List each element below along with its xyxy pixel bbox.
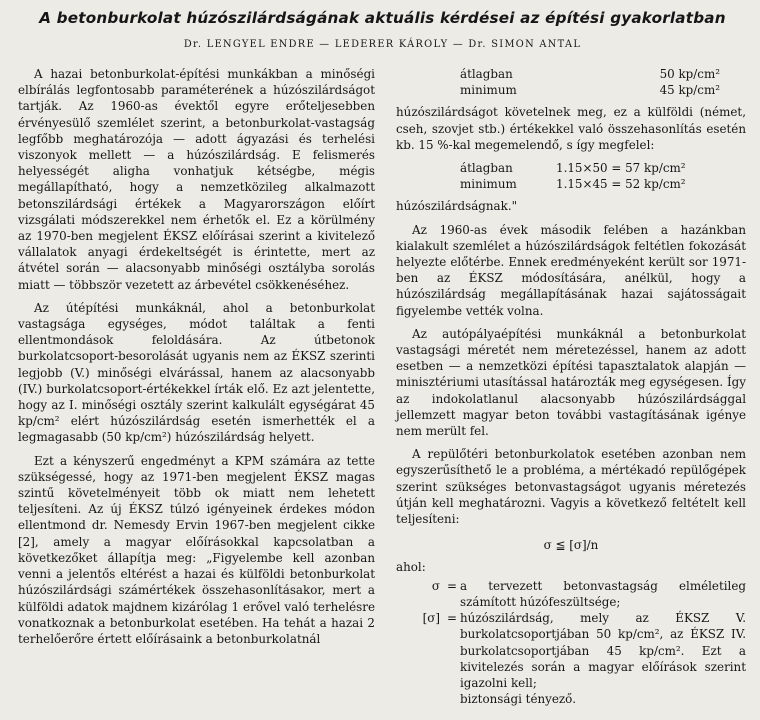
definition-row <box>396 691 746 707</box>
definition-symbol: [σ] <box>422 611 440 626</box>
definitions-table <box>396 578 746 708</box>
table-row <box>460 176 736 192</box>
definition-text: a tervezett betonvastagság elméletileg számított húzófeszültsége; <box>460 578 746 609</box>
article-title: A betonburkolat húzószilárdságának aktuális kérdései az építési gyakorlatban <box>39 9 726 27</box>
table-label: átlagban <box>460 161 513 176</box>
table-row <box>460 66 720 82</box>
adjusted-strength-table <box>460 160 736 192</box>
table-row <box>460 82 720 98</box>
paragraph: Az 1960-as évek második felében a hazánkban kialakult szemlélet a húzószilárdságok feltétlen fokozását helyezte előtérbe. Ennek eredményeként került sor 1971-ben az ÉKSZ módosítására, anélkül, hogy a húzószilárdság megállapításának hazai sajátosságait figyelembe vették volna. <box>396 222 746 318</box>
definition-row <box>396 578 746 610</box>
left-column <box>18 66 375 654</box>
article-authors: Dr. LENGYEL ENDRE — LEDERER KÁROLY — Dr. SIMON ANTAL <box>183 39 582 50</box>
definition-equals: = <box>447 578 457 593</box>
table-row <box>460 160 736 176</box>
paragraph: húzószilárdságot követelnek meg, ez a külföldi (német, cseh, szovjet stb.) értékekkel való összehasonlítás esetén kb. 15 %-kal megemelendő, s így megfelel: <box>396 105 746 152</box>
paragraph: Az autópályaépítési munkáknál a betonburkolat vastagsági méretét nem méretezéssel, hanem az adott esetben — a nemzetközi építési tapasztalatok alapján — minisztériumi utasítással határozták meg egységesen. Így az indokolatlanul alacsonyabb húzószilárdsággal jellemzett magyar beton további vastagításának igénye nem merült fel. <box>396 326 746 439</box>
paragraph: húzószilárdságnak." <box>396 199 518 214</box>
table-label: átlagban <box>460 67 513 81</box>
definition-equals <box>444 691 460 707</box>
paragraph: A hazai betonburkolat-építési munkákban a minőségi elbírálás legfontosabb paraméterének a húzószilárdságot tartják. Az 1960-as évektől egyre erőteljesebben érvényesülő szemlélet szerint, a betonburkolat-vastagság legfőbb meghatározója — adott ágyazási és terhelési viszonyok mellett — a húzószilárdság. E felismerés helyességét aligha vonhatjuk kétségbe, mégis megállapítható, hogy a nemzetközileg alkalmazott betonszilárdsági értékek a Magyarországon előírt vizsgálati módszerekkel nem érhetők el. Ez a körülmény az 1970-ben megjelent ÉKSZ előírásai szerint a kivitelező vállalatok anyagi érdekeltségét is érintette, mert az átvétel során — alacsonyabb minőségi osztályba sorolás miatt — többször vezetett az árbevétel csökkenéséhez. <box>18 67 375 292</box>
definition-text: biztonsági tényező. <box>460 692 577 707</box>
where-label: ahol: <box>396 560 426 575</box>
table-value: 45 kp/cm² <box>659 83 720 98</box>
tensile-strength-table <box>460 66 720 98</box>
paragraph: Az útépítési munkáknál, ahol a betonburkolat vastagsága egységes, módot találtak a fenti ellentmondások feloldására. Az útbetonok burkolatcsoport-besorolását ugyanis nem az ÉKSZ szerinti legjobb (V.) minőségi elvárással, hanem az alacsonyabb (IV.) burkolatcsoport-értékekkel írták elő. Ez azt jelentette, hogy az I. minőségi osztály szerint kalkulált egységárat 45 kp/cm² elért húzószilárdság esetén ismerhették el a legmagasabb (50 kp/cm²) húzószilárdság helyett. <box>18 300 375 445</box>
definition-text: húzószilárdság, mely az ÉKSZ V. burkolatcsoportjában 50 kp/cm², az ÉKSZ IV. burkolatcsoportjában 45 kp/cm². Ezt a kivitelezés során a magyar előírások szerint igazolni kell; <box>460 611 746 690</box>
table-label: minimum <box>460 177 517 192</box>
right-column <box>396 66 746 707</box>
table-value: 1.15×45 = 52 kp/cm² <box>556 177 686 192</box>
definition-row <box>396 610 746 691</box>
paragraph: Ezt a kényszerű engedményt a KPM számára az tette szükségessé, hogy az 1971-ben megjelent ÉKSZ magas szintű követelményeit több ok miatt nem lehetett teljesíteni. Az új ÉKSZ túlzó igényeinek érdekes módon ellentmond dr. Nemesdy Ervin 1967-ben megjelent cikke [2], amely a magyar előírásokkal kapcsolatban a következőket állapítja meg: „Figyelembe kell azonban venni a jelentős eltérést a hazai és külföldi betonburkolat húzószilárdsági számértékek összehasonlításakor, mert a külföldi adatok majdnem kizárólag 1 erővel való terhelésre vonatkoznak a betonburkolat esetében. Ha tehát a hazai 2 terhelőerőre értett előírásaink a betonburkolatnál <box>18 453 375 646</box>
definition-symbol <box>396 691 444 707</box>
formula: σ ≦ [σ]/n <box>543 538 599 553</box>
table-value: 50 kp/cm² <box>659 67 720 81</box>
paragraph: A repülőtéri betonburkolatok esetében azonban nem egyszerűsíthető le a probléma, a mértékadó repülőgépek szerint szükséges betonvastagságot ugyanis méretezés útján kell meghatározni. Vagyis a következő feltételt kell teljesíteni: <box>396 447 746 527</box>
table-value: 1.15×50 = 57 kp/cm² <box>556 161 686 176</box>
definition-equals: = <box>447 611 457 626</box>
table-label: minimum <box>460 83 517 98</box>
definition-symbol: σ <box>431 578 440 593</box>
